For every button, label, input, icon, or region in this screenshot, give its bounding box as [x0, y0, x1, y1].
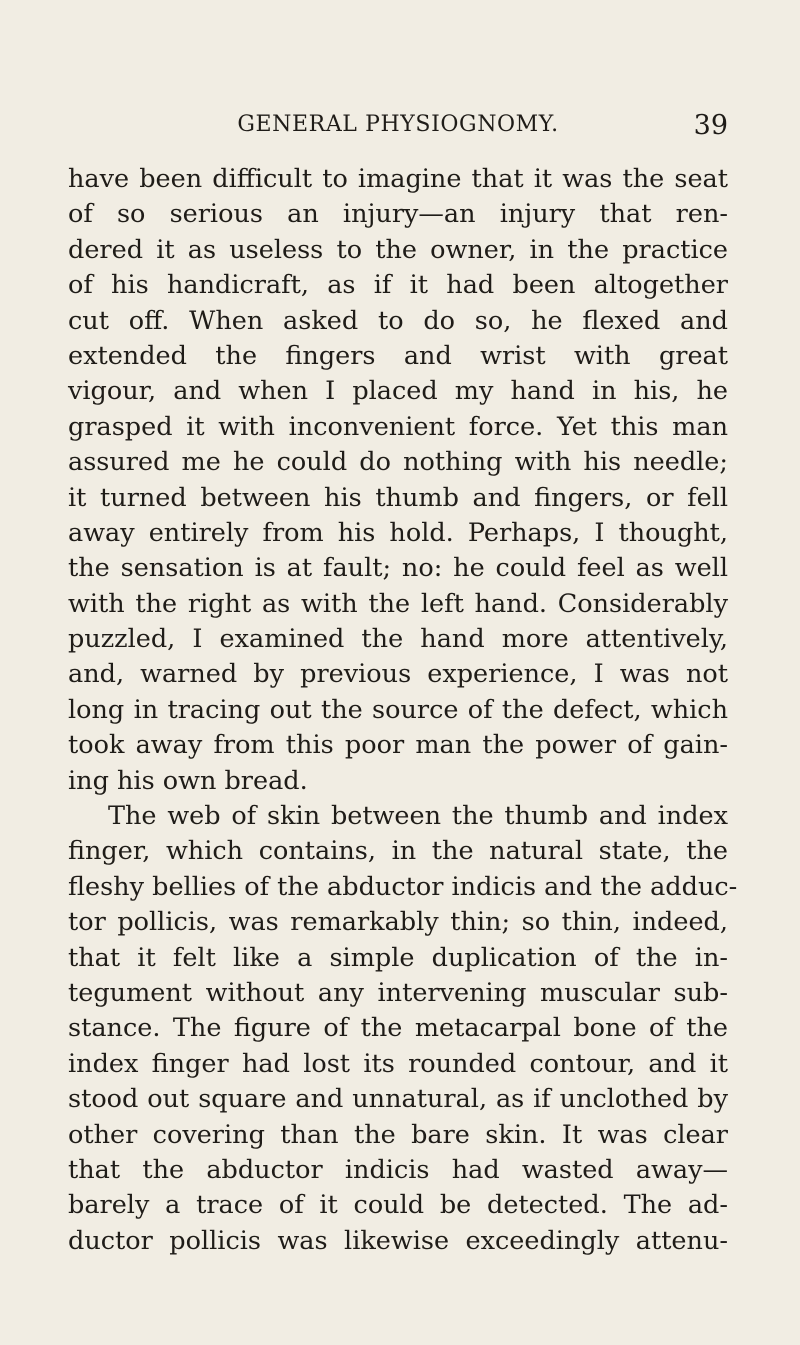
text-line: barely a trace of it could be detected. The ad-: [68, 1190, 728, 1221]
paragraph-start-line: The web of skin between the thumb and index: [108, 801, 728, 832]
text-line: took away from this poor man the power of gain-: [68, 730, 728, 761]
text-line: puzzled, I examined the hand more attentively,: [68, 624, 728, 655]
page-number: 39: [693, 110, 728, 141]
text-line: tor pollicis, was remarkably thin; so thin, indeed,: [68, 907, 728, 938]
text-line: that the abductor indicis had wasted away—: [68, 1154, 728, 1185]
text-line: other covering than the bare skin. It was clear: [68, 1119, 728, 1150]
text-line: away entirely from his hold. Perhaps, I thought,: [68, 517, 728, 548]
text-line: with the right as with the left hand. Considerably: [68, 588, 728, 619]
text-line: it turned between his thumb and fingers, or fell: [68, 482, 728, 513]
text-line: index finger had lost its rounded contour, and it: [68, 1048, 728, 1079]
text-line: that it felt like a simple duplication of the in-: [68, 942, 728, 973]
text-line: stood out square and unnatural, as if unclothed by: [68, 1084, 728, 1115]
text-line: long in tracing out the source of the defect, which: [68, 694, 728, 725]
text-line: of so serious an injury—an injury that ren-: [68, 199, 728, 230]
paragraph-end-line: ing his own bread.: [68, 765, 308, 796]
text-line: have been difficult to imagine that it was the seat: [68, 164, 728, 194]
text-line: assured me he could do nothing with his needle;: [68, 447, 728, 478]
text-line: ductor pollicis was likewise exceedingly attenu-: [68, 1225, 728, 1256]
text-line: grasped it with inconvenient force. Yet this man: [68, 411, 728, 442]
text-line: and, warned by previous experience, I was not: [68, 659, 728, 690]
page-header: [68, 112, 728, 142]
text-line: tegument without any intervening muscular sub-: [68, 977, 728, 1008]
text-line: the sensation is at fault; no: he could feel as well: [68, 553, 728, 584]
text-line: of his handicraft, as if it had been altogether: [68, 270, 728, 301]
text-line: vigour, and when I placed my hand in his, he: [68, 376, 728, 407]
text-line: cut off. When asked to do so, he flexed and: [68, 305, 728, 336]
text-line: dered it as useless to the owner, in the practice: [68, 234, 728, 265]
running-head: GENERAL PHYSIOGNOMY.: [237, 112, 559, 137]
text-line: finger, which contains, in the natural state, the: [68, 836, 728, 867]
text-line: fleshy bellies of the abductor indicis and the adduc-: [68, 871, 738, 902]
text-line: stance. The figure of the metacarpal bone of the: [68, 1013, 728, 1044]
text-line: extended the fingers and wrist with great: [68, 340, 728, 371]
body-text: [68, 162, 738, 1259]
